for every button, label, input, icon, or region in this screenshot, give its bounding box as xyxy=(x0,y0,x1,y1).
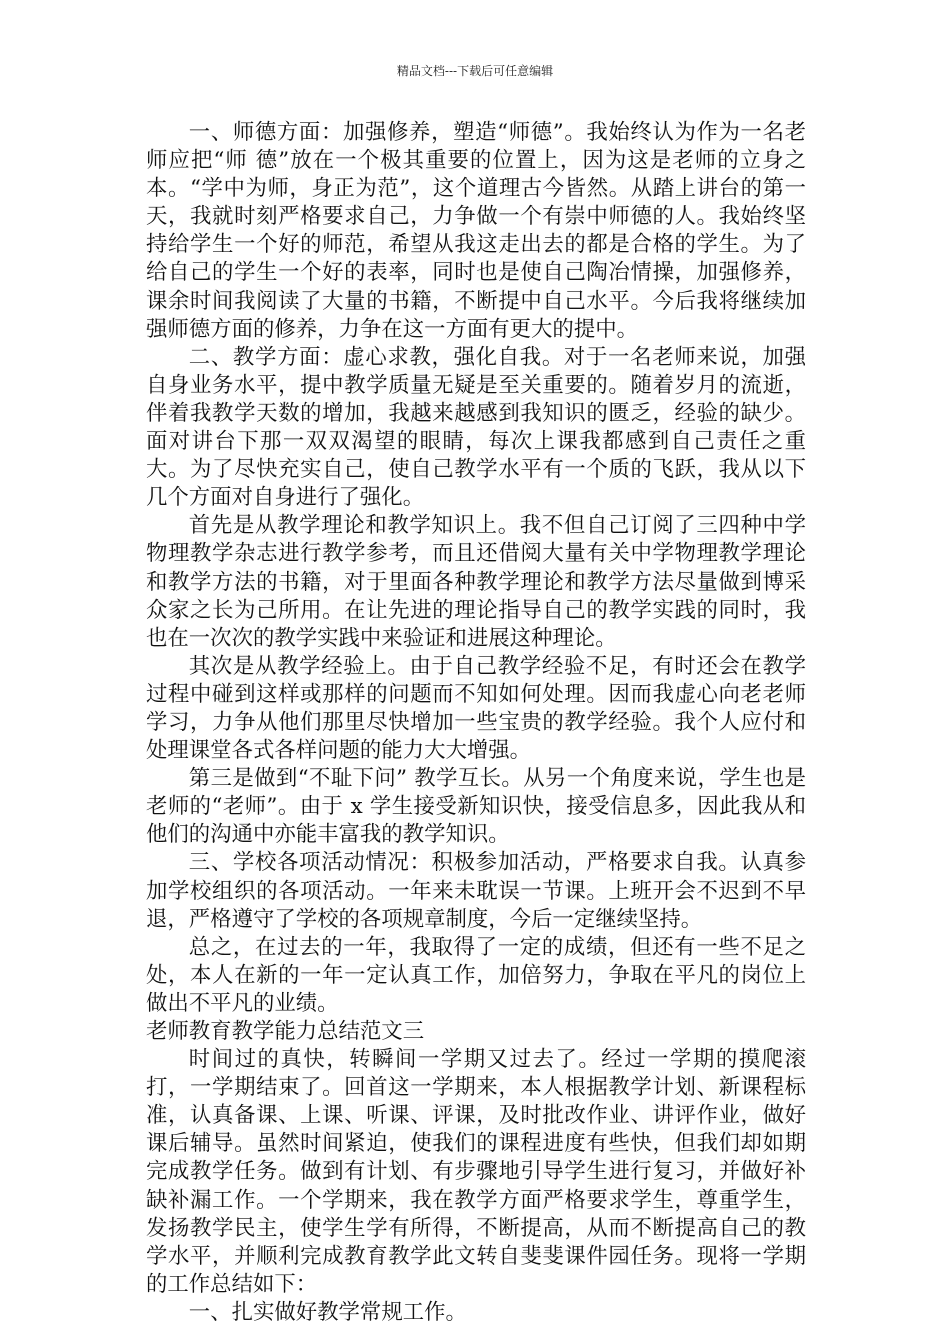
page-header: 精品文档---下载后可任意编辑 xyxy=(396,64,554,78)
paragraph-teacher-ethics: 一、师德方面：加强修养，塑造“师德”。我始终认为作为一名老师应把“师 德”放在一个极其重要的位置上，因为这是老师的立身之本。“学中为师，身正为范”，这个道理古今皆然。从踏上讲台的第一天，我就时刻严格要求自己，力争做一个有崇中师德的人。我始终坚持给学生一个好的师范，希望从我这走出去的都是合格的学生。为了给自己的学生一个好的表率，同时也是使自己陶冶情操，加强修养，课余时间我阅读了大量的书籍，不断提中自己水平。今后我将继续加强师德方面的修养，力争在这一方面有更大的提中。 xyxy=(146,120,806,342)
paragraph-conclusion: 总之，在过去的一年，我取得了一定的成绩，但还有一些不足之处，本人在新的一年一定认真工作，加倍努力，争取在平凡的岗位上做出不平凡的业绩。 xyxy=(146,934,806,1016)
paragraph-school-activities: 三、学校各项活动情况：积极参加活动，严格要求自我。认真参加学校组织的各项活动。一年来未耽误一节课。上班开会不迟到不早退，严格遵守了学校的各项规章制度，今后一定继续坚持。 xyxy=(146,850,806,932)
paragraph-experience: 其次是从教学经验上。由于自己教学经验不足，有时还会在教学过程中碰到这样或那样的问题而不知如何处理。因而我虚心向老老师学习，力争从他们那里尽快增加一些宝贵的教学经验。我个人应付和处理课堂各式各样问题的能力大大增强。 xyxy=(146,653,806,764)
paragraph-teaching: 二、教学方面：虚心求教，强化自我。对于一名老师来说，加强自身业务水平，提中教学质量无疑是至关重要的。随着岁月的流逝，伴着我教学天数的增加，我越来越感到我知识的匮乏，经验的缺少。面对讲台下那一双双渴望的眼睛，每次上课我都感到自己责任之重大。为了尽快充实自己，使自己教学水平有一个质的飞跃，我从以下几个方面对自身进行了强化。 xyxy=(146,344,806,511)
paragraph-routine-work: 一、扎实做好教学常规工作。 xyxy=(188,1299,467,1325)
paragraph-theory: 首先是从教学理论和教学知识上。我不但自己订阅了三四种中学物理教学杂志进行教学参考，而且还借阅大量有关中学物理教学理论和教学方法的书籍，对于里面各种教学理论和教学方法尽量做到博采众家之长为己所用。在让先进的理论指导自己的教学实践的同时，我也在一次次的教学实践中来验证和进展这种理论。 xyxy=(146,513,806,651)
section-title: 老师教育教学能力总结范文三 xyxy=(146,1019,425,1044)
document-body xyxy=(146,119,806,1327)
paragraph-humble-learning: 第三是做到“不耻下问” 教学互长。从另一个角度来说，学生也是老师的“老师”。由于 x 学生接受新知识快，接受信息多，因此我从和他们的沟通中亦能丰富我的教学知识。 xyxy=(146,766,806,848)
paragraph-semester-summary: 时间过的真快，转瞬间一学期又过去了。经过一学期的摸爬滚打，一学期结束了。回首这一学期来，本人根据教学计划、新课程标准，认真备课、上课、听课、评课，及时批改作业、讲评作业，做好课后辅导。虽然时间紧迫，使我们的课程进度有些快，但我们却如期完成教学任务。做到有计划、有步骤地引导学生进行复习，并做好补缺补漏工作。一个学期来，我在教学方面严格要求学生，尊重学生，发扬教学民主，使学生学有所得，不断提高，从而不断提高自己的教学水平，并顺利完成教育教学此文转自斐斐课件园任务。现将一学期的工作总结如下： xyxy=(146,1047,806,1297)
